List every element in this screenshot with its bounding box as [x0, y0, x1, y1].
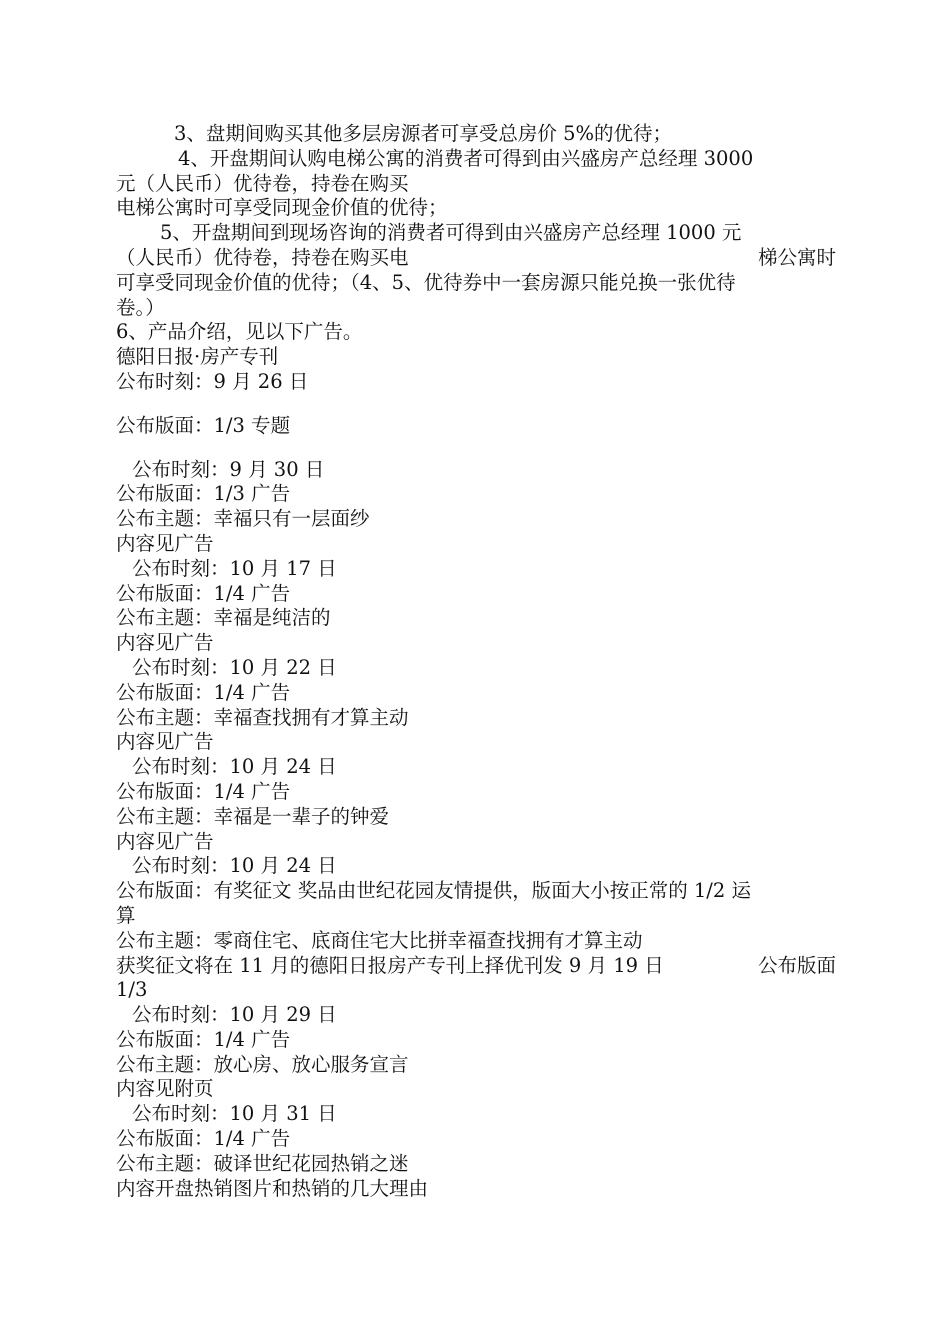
paragraph-line: 3、盘期间购买其他多层房源者可享受总房价 5%的优待；	[174, 122, 673, 145]
publish-time: 公布时刻：10 月 24 日	[132, 755, 337, 779]
document-page	[116, 122, 836, 1201]
paragraph-line: 可享受同现金价值的优待；（4、5、优待券中一套房源只能兑换一张优待	[116, 270, 736, 294]
publish-page: 公布版面：1/4 广告	[116, 779, 291, 803]
publish-content: 内容见广告	[116, 531, 214, 555]
publish-topic: 公布主题：幸福只有一层面纱	[116, 507, 370, 531]
publish-page: 公布版面：1/4 广告	[116, 581, 291, 605]
publish-page: 公布版面：1/3 专题	[116, 413, 291, 437]
publish-topic: 公布主题：幸福是纯洁的	[116, 606, 331, 630]
publish-page: 公布版面：1/4 广告	[116, 1127, 291, 1151]
paragraph-fragment: 梯公寓时	[757, 245, 836, 269]
paragraph-line: 6、产品介绍，见以下广告。	[116, 320, 363, 344]
publish-time: 公布时刻：10 月 17 日	[132, 556, 337, 580]
publish-page: 算	[116, 903, 136, 927]
paragraph-line: 1/3	[116, 978, 148, 1002]
paragraph-line: 5、开盘期间到现场咨询的消费者可得到由兴盛房产总经理 1000 元	[160, 221, 742, 245]
publish-content: 内容见广告	[116, 631, 214, 655]
section-heading: 德阳日报·房产专刊	[116, 345, 279, 369]
publish-page: 公布版面：有奖征文 奖品由世纪花园友情提供，版面大小按正常的 1/2 运	[116, 879, 751, 903]
publish-content: 内容开盘热销图片和热销的几大理由	[116, 1176, 429, 1200]
publish-topic: 公布主题：零商住宅、底商住宅大比拼幸福查找拥有才算主动	[116, 928, 643, 952]
paragraph-fragment: （人民币）优待卷，持卷在购买电	[116, 245, 409, 269]
paragraph-line	[116, 954, 836, 979]
publish-page: 公布版面：1/4 广告	[116, 680, 291, 704]
paragraph-line: 电梯公寓时可享受同现金价值的优待；	[116, 196, 448, 220]
paragraph-fragment: 获奖征文将在 11 月的德阳日报房产专刊上择优刊发 9 月 19 日	[116, 953, 664, 977]
publish-topic: 公布主题：幸福是一辈子的钟爱	[116, 804, 390, 828]
publish-content: 内容见附页	[116, 1077, 214, 1101]
paragraph-line: 元（人民币）优待卷，持卷在购买	[116, 171, 409, 195]
paragraph-line: 4、开盘期间认购电梯公寓的消费者可得到由兴盛房产总经理 3000	[178, 146, 754, 170]
publish-time: 公布时刻：10 月 24 日	[132, 854, 337, 878]
publish-time: 公布时刻：10 月 31 日	[132, 1102, 337, 1126]
publish-page: 公布版面：1/3 广告	[116, 482, 291, 506]
publish-time: 公布时刻：9 月 26 日	[116, 369, 309, 393]
publish-time: 公布时刻：9 月 30 日	[132, 457, 325, 481]
publish-content: 内容见广告	[116, 730, 214, 754]
publish-content: 内容见广告	[116, 829, 214, 853]
paragraph-line: 卷。）	[116, 295, 165, 319]
publish-time: 公布时刻：10 月 29 日	[132, 1003, 337, 1027]
paragraph-line	[116, 246, 836, 271]
paragraph-fragment: 公布版面	[757, 953, 836, 977]
publish-topic: 公布主题：破译世纪花园热销之迷	[116, 1151, 409, 1175]
publish-time: 公布时刻：10 月 22 日	[132, 655, 337, 679]
publish-page: 公布版面：1/4 广告	[116, 1027, 291, 1051]
publish-topic: 公布主题：放心房、放心服务宣言	[116, 1052, 409, 1076]
publish-topic: 公布主题：幸福查找拥有才算主动	[116, 705, 409, 729]
